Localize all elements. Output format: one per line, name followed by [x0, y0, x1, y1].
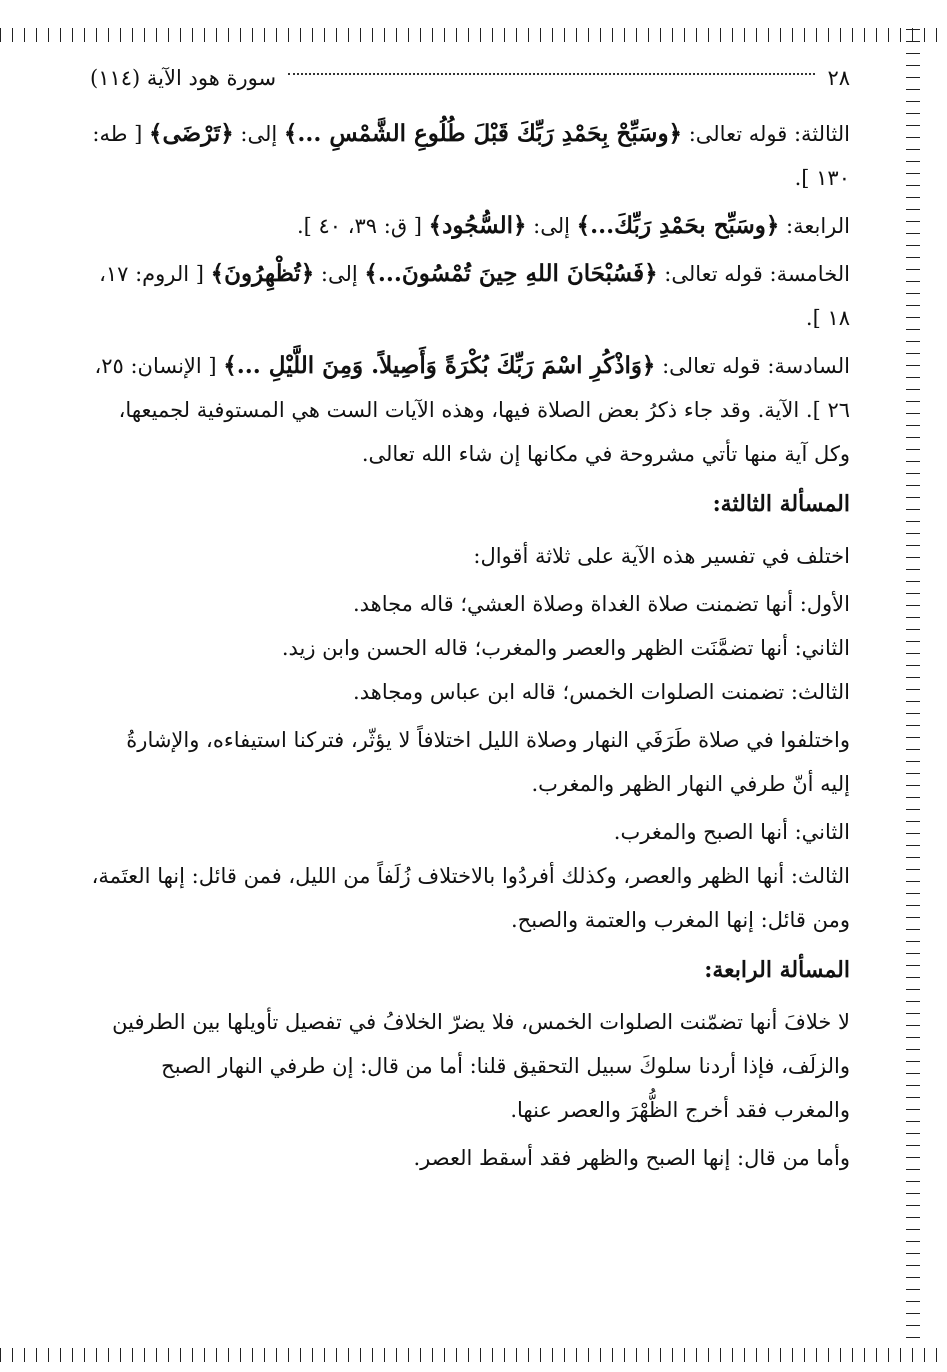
verse-entry-sixth [90, 344, 850, 476]
opinion-first: الأول: أنها تضمنت صلاة الغداة وصلاة العشي؛ قاله مجاهد. [352, 592, 850, 616]
verse-entry-fourth [90, 204, 850, 248]
verse-entry-third [90, 112, 850, 200]
opinion-second-b: الثاني: أنها الصبح والمغرب. [613, 820, 850, 844]
entry-text: : قوله تعالى: [657, 262, 777, 286]
verse-reference: [ ق: ٣٩، ٤٠ ]. [296, 214, 429, 238]
running-header [90, 60, 850, 96]
verse-entry-fifth [90, 252, 850, 340]
opinion-second: الثاني: أنها تضمَّنَت الظهر والعصر والمغرب؛ قاله الحسن وابن زيد. [281, 636, 850, 660]
decorative-border-top [0, 28, 947, 42]
entry-text: : قوله تعالى: [682, 122, 802, 146]
verse-reference: [ الإنسان: ٢٥، ٢٦ ]. الآية. وقد جاء ذكرُ بعض الصلاة فيها، وهذه الآيات الست هي المستوفية لجميعها، وكل آية منها تأتي مشروحة في مكانها إن شاء الله تعالى. [94, 354, 850, 466]
book-page [90, 60, 850, 1184]
decorative-border-right [906, 28, 920, 1362]
entry-label: الثالثة [801, 122, 850, 146]
header-dot-leader [288, 73, 815, 75]
quran-verse: ﴿وسَبِّحْ بِحَمْدِ رَبِّكَ قَبْلَ طُلُوعِ الشَّمْسِ ...﴾ [283, 120, 683, 147]
section-heading-fourth: المسألة الرابعة: [704, 957, 850, 983]
entry-label: الخامسة [776, 262, 850, 286]
quran-verse: ﴿وسَبِّح بحَمْدِ رَبِّكَ...﴾ [576, 212, 780, 239]
entry-connector: إلى: [314, 262, 365, 286]
entry-connector: إلى: [526, 214, 577, 238]
quran-verse: ﴿وَاذْكُرِ اسْمَ رَبِّكَ بُكْرَةً وَأَصِيلاً. وَمِنَ اللَّيْلِ ...﴾ [223, 352, 656, 379]
section-heading-third: المسألة الثالثة: [712, 491, 850, 517]
entry-text: : قوله تعالى: [655, 354, 775, 378]
page-number: ٢٨ [827, 66, 850, 90]
entry-connector: إلى: [233, 122, 284, 146]
quran-verse-end: ﴿السُّجُود﴾ [428, 212, 527, 239]
verse-reference: [ طه: ١٣٠ ]. [92, 122, 850, 190]
section-intro: اختلف في تفسير هذه الآية على ثلاثة أقوال: [473, 544, 850, 568]
section-paragraph: واختلفوا في صلاة طَرَفَي النهار وصلاة الليل اختلافاً لا يؤثّر، فتركنا استيفاءه، والإشارةُ إليه أنّ طرفي النهار الظهر والمغرب. [126, 728, 850, 796]
surah-title: سورة هود الآية (١١٤) [90, 66, 277, 90]
entry-label: السادسة [774, 354, 850, 378]
section-paragraph: لا خلافَ أنها تضمّنت الصلوات الخمس، فلا يضرّ الخلافُ في تفصيل تأويلها بين الطرفين والزلَف، فإذا أردنا سلوكَ سبيل التحقيق قلنا: أما من قال: إن طرفي النهار الصبح والمغرب فقد أخرج الظُّهْرَ والعصر عنها. [112, 1010, 850, 1122]
entry-label: الرابعة [793, 214, 850, 238]
section-paragraph-last: وأما من قال: إنها الصبح والظهر فقد أسقط العصر. [413, 1146, 850, 1170]
decorative-border-bottom [0, 1348, 947, 1362]
opinion-third-b: الثالث: أنها الظهر والعصر، وكذلك أفردُوا بالاختلاف زُلَفاً من الليل، فمن قائل: إنها العتَمة، ومن قائل: إنها المغرب والعتمة والصبح. [91, 864, 850, 932]
quran-verse: ﴿فَسُبْحَانَ اللهِ حِينَ تُمْسُونَ...﴾ [364, 260, 658, 287]
quran-verse-end: ﴿تُظْهِرُونَ﴾ [210, 260, 315, 287]
opinion-third: الثالث: تضمنت الصلوات الخمس؛ قاله ابن عباس ومجاهد. [353, 680, 850, 704]
verse-reference: [ الروم: ١٧، ١٨ ]. [99, 262, 850, 330]
entry-text: : [779, 214, 794, 238]
quran-verse-end: ﴿تَرْضَى﴾ [149, 120, 234, 147]
